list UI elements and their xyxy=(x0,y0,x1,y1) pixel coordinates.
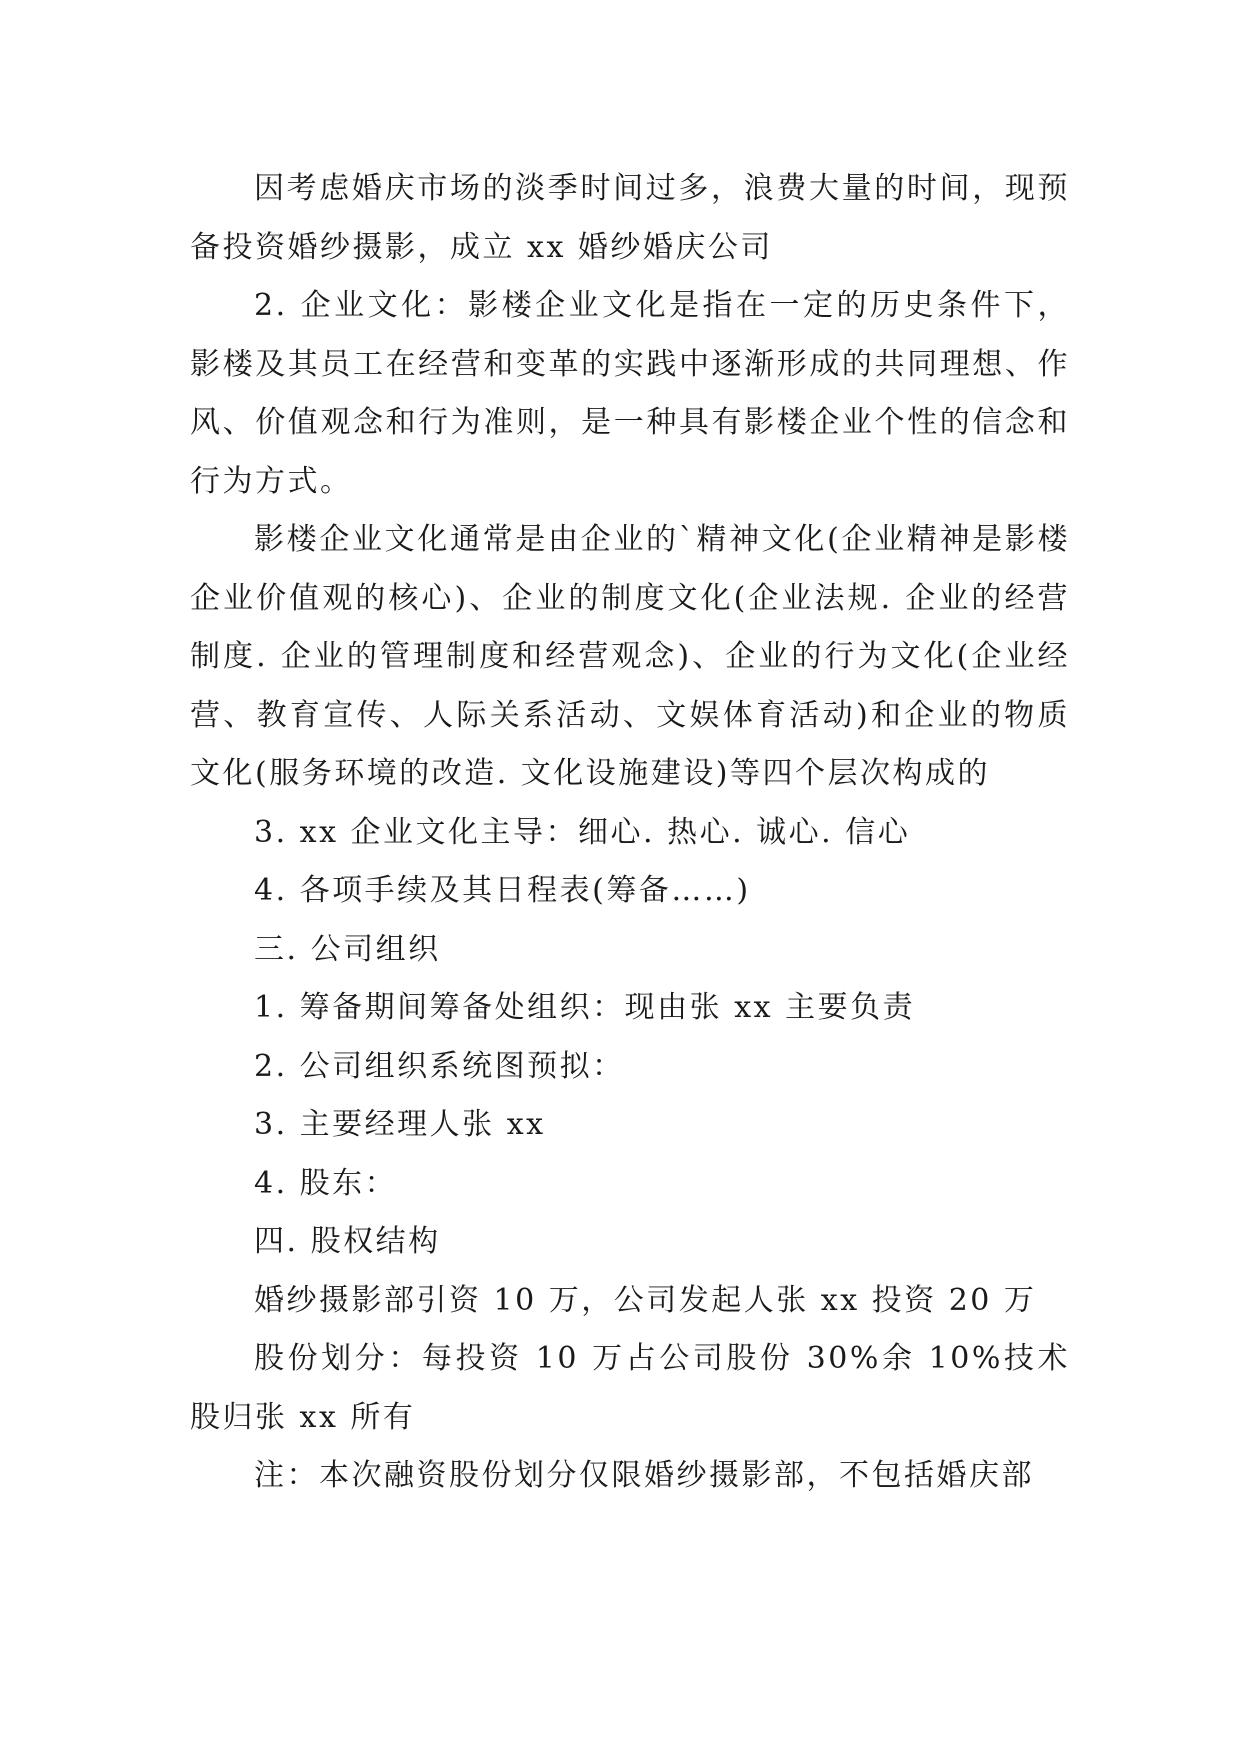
paragraph-org-chart: 2. 公司组织系统图预拟： xyxy=(254,1048,625,1084)
paragraph-procedures: 4. 各项手续及其日程表(筹备……) xyxy=(254,873,751,908)
paragraph-culture-layers: 影楼企业文化通常是由企业的`精神文化(企业精神是影楼企业价值观的核心)、企业的制度文化(企业法规. 企业的经营制度. 企业的管理制度和经营观念)、企业的行为文化(企业经营、教育宣传、人际关系活动、文娱体育活动)和企业的物质文化(服务环境的改造. 文化设施建设)等四个层次构成的 xyxy=(190,522,1070,791)
heading-equity-structure: 四. 股权结构 xyxy=(254,1224,441,1259)
document-body xyxy=(190,160,1070,1506)
paragraph-preparation-office: 1. 筹备期间筹备处组织：现由张 xx 主要负责 xyxy=(254,990,916,1025)
paragraph-shareholders: 4. 股东： xyxy=(254,1165,398,1201)
paragraph-main-manager: 3. 主要经理人张 xx xyxy=(254,1107,546,1142)
paragraph-share-division: 股份划分：每投资 10 万占公司股份 30%余 10%技术股归张 xx 所有 xyxy=(190,1341,1070,1435)
paragraph-investment: 婚纱摄影部引资 10 万，公司发起人张 xx 投资 20 万 xyxy=(254,1282,1037,1318)
paragraph-note: 注：本次融资股份划分仅限婚纱摄影部，不包括婚庆部 xyxy=(254,1458,1034,1493)
paragraph-corporate-culture: 2. 企业文化：影楼企业文化是指在一定的历史条件下，影楼及其员工在经营和变革的实践中逐渐形成的共同理想、作风、价值观念和行为准则，是一种具有影楼企业个性的信念和行为方式。 xyxy=(190,288,1070,499)
heading-company-organization: 三. 公司组织 xyxy=(254,931,441,967)
paragraph-intro: 因考虑婚庆市场的淡季时间过多，浪费大量的时间，现预备投资婚纱摄影，成立 xx 婚纱婚庆公司 xyxy=(190,171,1070,265)
paragraph-culture-motto: 3. xx 企业文化主导：细心. 热心. 诚心. 信心 xyxy=(254,814,911,850)
